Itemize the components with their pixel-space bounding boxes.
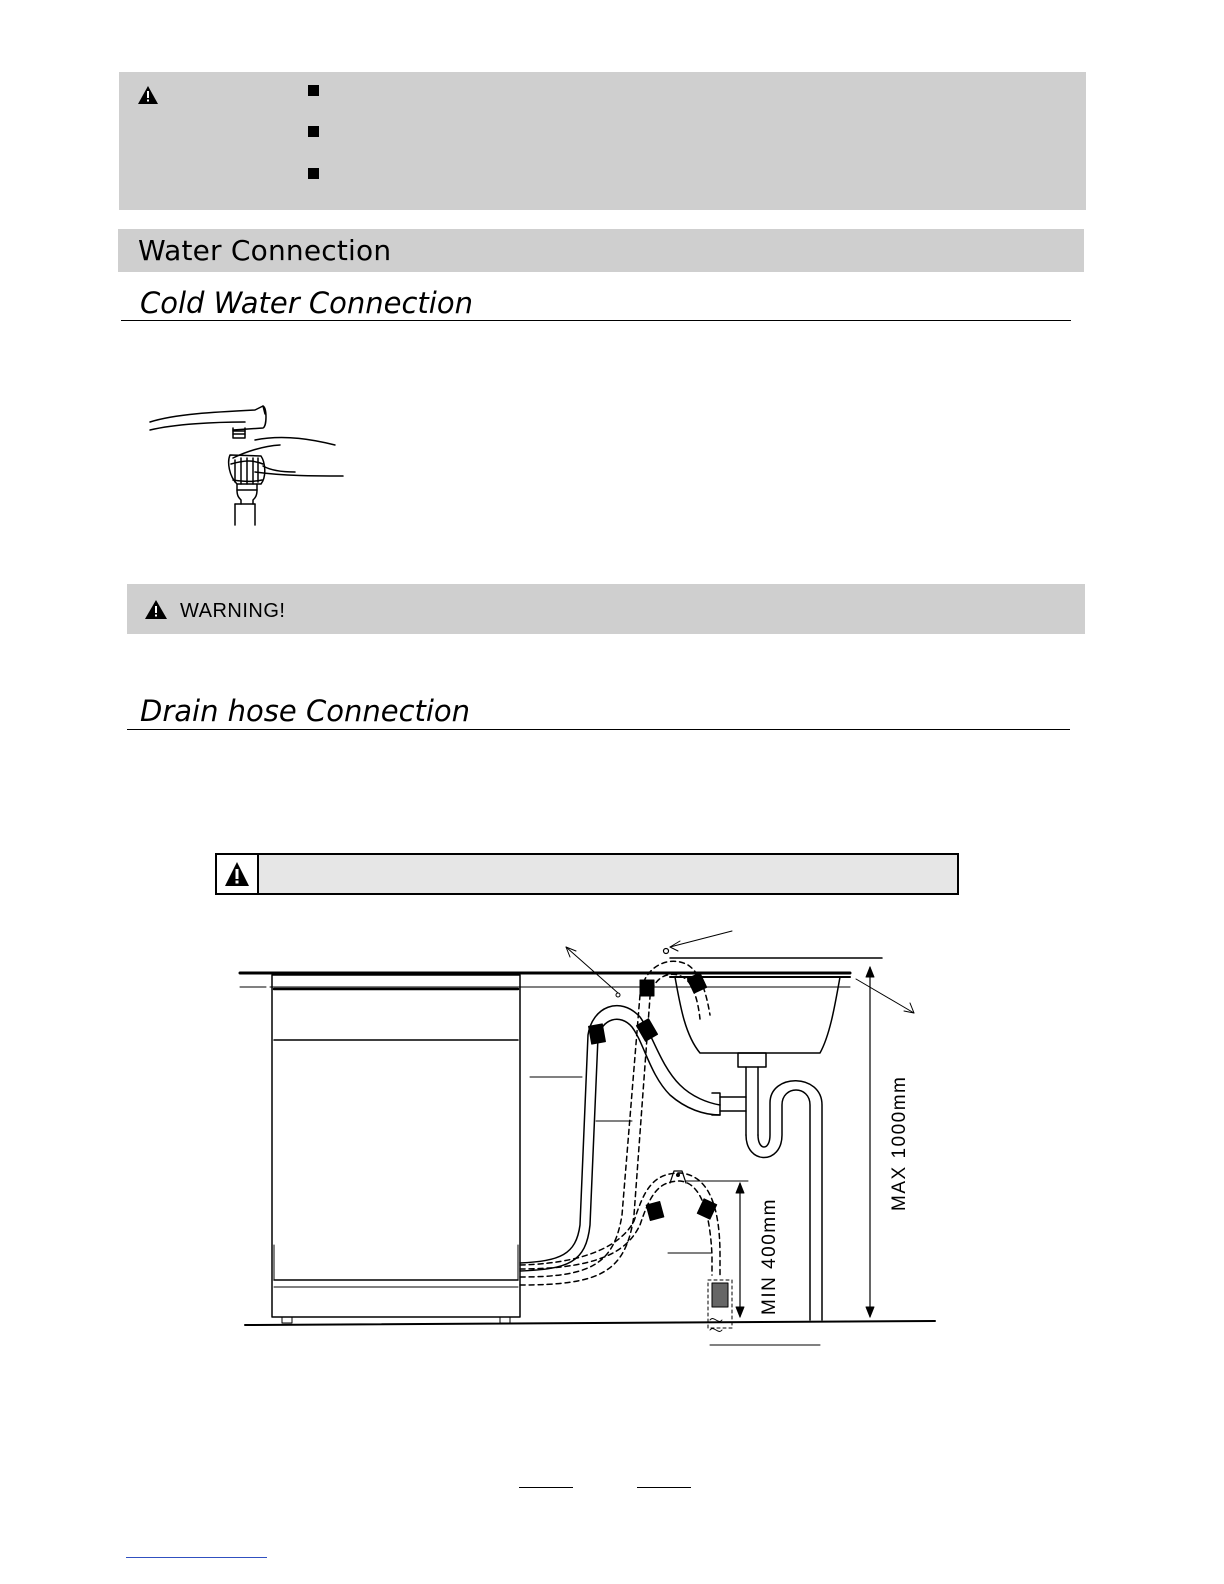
min-400mm-label: MIN 400mm bbox=[759, 1198, 780, 1315]
caution-icon-cell bbox=[217, 855, 259, 893]
drain-hose-diagram bbox=[230, 925, 950, 1355]
underline-2 bbox=[637, 1487, 691, 1488]
cold-water-title: Cold Water Connection bbox=[140, 286, 473, 320]
warning-banner bbox=[127, 584, 1085, 634]
max-1000mm-label: MAX 1000mm bbox=[889, 1075, 910, 1211]
footer-rule bbox=[126, 1557, 267, 1558]
bullet-1 bbox=[308, 85, 319, 96]
warning-triangle-icon bbox=[224, 861, 250, 887]
underline-1 bbox=[519, 1487, 573, 1488]
warning-label: WARNING! bbox=[180, 600, 286, 622]
warning-triangle-icon bbox=[145, 600, 167, 619]
top-warning-box bbox=[119, 72, 1086, 210]
drain-hose-title: Drain hose Connection bbox=[140, 694, 471, 728]
bullet-3 bbox=[308, 168, 319, 179]
water-connection-bar bbox=[118, 229, 1084, 272]
caution-bar bbox=[215, 853, 959, 895]
water-connection-title: Water Connection bbox=[138, 234, 392, 267]
drain-hose-rule bbox=[127, 729, 1070, 730]
warning-triangle-icon bbox=[138, 86, 158, 104]
faucet-hose-illustration bbox=[145, 400, 350, 530]
cold-water-rule bbox=[121, 320, 1071, 321]
bullet-2 bbox=[308, 126, 319, 137]
